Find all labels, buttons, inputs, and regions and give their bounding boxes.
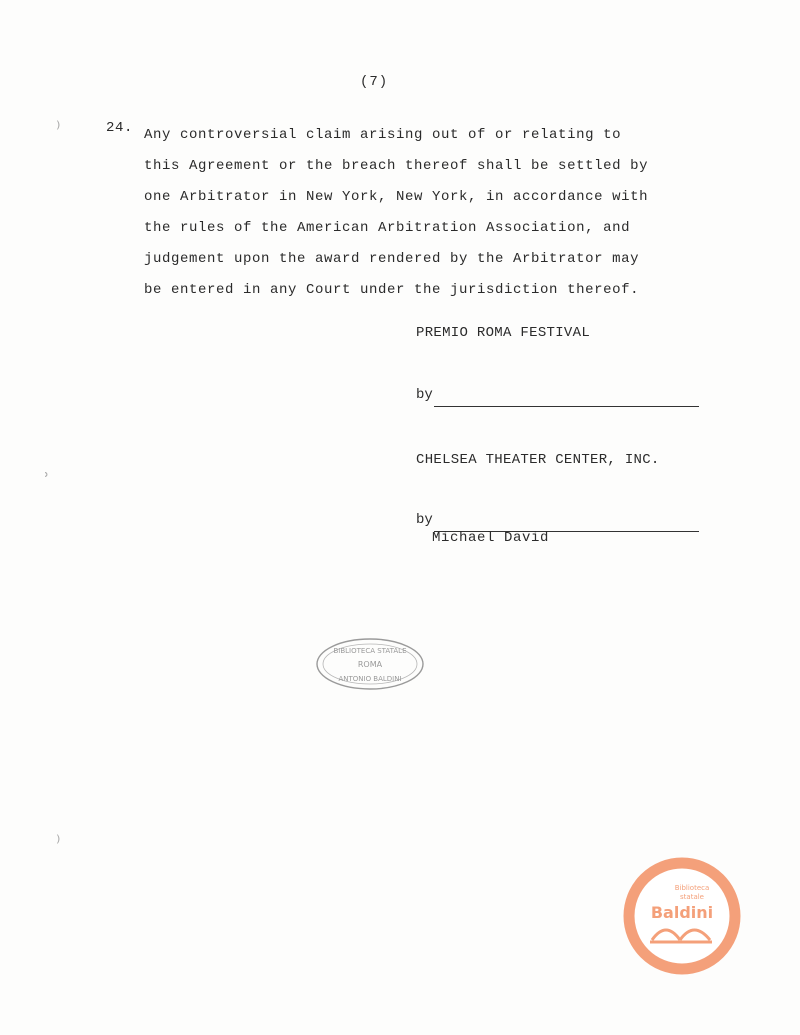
clause-line: one Arbitrator in New York, New York, in accordance with <box>144 189 649 205</box>
logo-line2: statale <box>680 893 704 901</box>
clause-line: judgement upon the award rendered by the Arbitrator may <box>144 251 640 267</box>
logo-line1: Biblioteca <box>674 884 710 892</box>
clause-line: Any controversial claim arising out of or relating to <box>144 127 622 143</box>
signature-line-1 <box>416 387 699 407</box>
signature-rule <box>434 406 699 407</box>
baldini-logo <box>622 856 742 976</box>
stamp-text-bottom: ANTONIO BALDINI <box>338 675 402 683</box>
stamp-text-mid: ROMA <box>357 660 383 669</box>
by-label: by <box>416 512 433 528</box>
margin-mark: ⁾ <box>56 832 61 853</box>
clause-line: the rules of the American Arbitration Association, and <box>144 220 631 236</box>
clause-line: be entered in any Court under the jurisdiction thereof. <box>144 282 640 298</box>
clause-text <box>144 120 704 306</box>
party1-name: PREMIO ROMA FESTIVAL <box>416 325 591 341</box>
signer-name: Michael David <box>432 530 550 546</box>
party2-name: CHELSEA THEATER CENTER, INC. <box>416 452 660 468</box>
clause-line: this Agreement or the breach thereof shall be settled by <box>144 158 649 174</box>
margin-mark: ⁾ <box>56 118 61 139</box>
margin-mark: ʾ <box>44 470 50 491</box>
stamp-text-top: BIBLIOTECA STATALE <box>333 647 407 655</box>
logo-name: Baldini <box>650 903 714 922</box>
signature-line-2 <box>416 512 699 532</box>
page-number: (7) <box>360 74 389 90</box>
by-label: by <box>416 387 433 403</box>
clause-number: 24. <box>106 120 134 136</box>
library-stamp <box>314 636 426 692</box>
